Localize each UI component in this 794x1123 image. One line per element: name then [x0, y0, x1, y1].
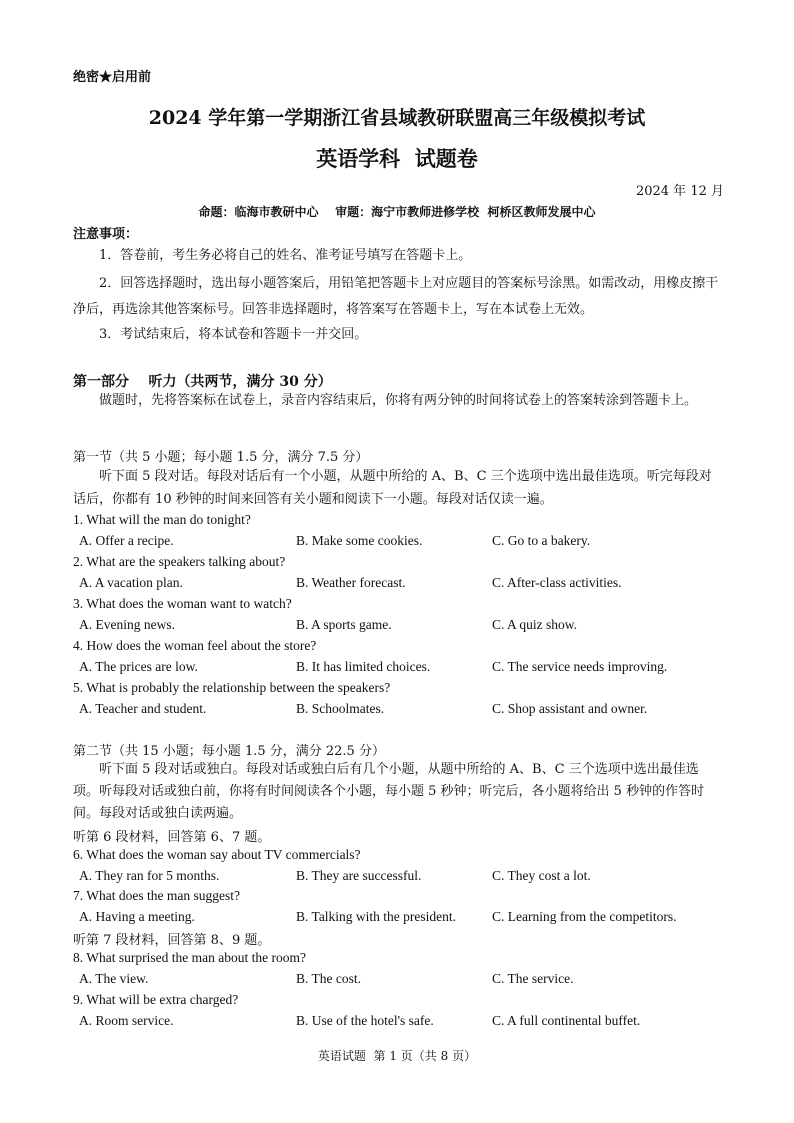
option-1a: A. Offer a recipe.	[79, 533, 174, 548]
option-5b: B. Schoolmates.	[296, 701, 385, 716]
option-6b: B. They are successful.	[296, 868, 422, 883]
question-7: 7. What does the man suggest?	[73, 888, 240, 903]
note-item-2: 2．回答选择题时，选出每小题答案后，用铅笔把答题卡上对应题目的答案标号涂黑。如需改动，用橡皮擦干净后，再选涂其他答案标号。回答非选择题时，将答案写在答题卡上，写在本试卷上无效。	[73, 276, 719, 317]
question-1: 1. What will the man do tonight?	[73, 512, 251, 527]
option-9b: B. Use of the hotel's safe.	[296, 1013, 434, 1028]
option-2b: B. Weather forecast.	[296, 575, 406, 590]
option-9a: A. Room service.	[79, 1013, 174, 1028]
part1-heading: 第一部分 听力（共两节，满分 30 分）	[73, 374, 332, 390]
question-3: 3. What does the woman want to watch?	[73, 596, 292, 611]
question-9: 9. What will be extra charged?	[73, 992, 239, 1007]
material-7-note: 听第 7 段材料，回答第 8、9 题。	[73, 933, 271, 948]
option-2c: C. After-class activities.	[492, 575, 622, 590]
option-4b: B. It has limited choices.	[296, 659, 431, 674]
option-7c: C. Learning from the competitors.	[492, 909, 677, 924]
option-1b: B. Make some cookies.	[296, 533, 423, 548]
option-4a: A. The prices are low.	[79, 659, 198, 674]
page-footer: 英语试题 第 1 页（共 8 页）	[317, 1049, 477, 1063]
option-8a: A. The view.	[79, 971, 149, 986]
section2-intro: 听下面 5 段对话或独白。每段对话或独白后有几个小题，从题中所给的 A、B、C 三个选项中选出最佳选项。听每段对话或独白前，你将有时间阅读各个小题，每小题 5 秒钟；听完后，各小题将给出 5 秒钟的作答时间。每段对话或独白读两遍。	[73, 762, 705, 821]
question-5: 5. What is probably the relationship between the speakers?	[73, 680, 391, 695]
notes-heading: 注意事项：	[73, 227, 139, 242]
option-2a: A. A vacation plan.	[79, 575, 183, 590]
question-8: 8. What surprised the man about the room?	[73, 950, 306, 965]
option-5a: A. Teacher and student.	[79, 701, 207, 716]
question-4: 4. How does the woman feel about the store?	[73, 638, 317, 653]
exam-date: 2024 年 12 月	[635, 184, 724, 199]
confidential-mark: 绝密★启用前	[73, 70, 152, 85]
option-3c: C. A quiz show.	[492, 617, 578, 632]
option-8c: C. The service.	[492, 971, 574, 986]
section1-heading: 第一节（共 5 小题；每小题 1.5 分，满分 7.5 分）	[73, 450, 369, 465]
option-9c: C. A full continental buffet.	[492, 1013, 641, 1028]
option-3a: A. Evening news.	[79, 617, 175, 632]
option-8b: B. The cost.	[296, 971, 361, 986]
option-7a: A. Having a meeting.	[79, 909, 195, 924]
note-item-1: 1．答卷前，考生务必将自己的姓名、准考证号填写在答题卡上。	[99, 248, 472, 263]
option-4c: C. The service needs improving.	[492, 659, 668, 674]
option-3b: B. A sports game.	[296, 617, 392, 632]
option-6a: A. They ran for 5 months.	[79, 868, 220, 883]
material-6-note: 听第 6 段材料，回答第 6、7 题。	[73, 830, 271, 845]
question-6: 6. What does the woman say about TV commercials?	[73, 847, 361, 862]
section1-intro: 听下面 5 段对话。每段对话后有一个小题，从题中所给的 A、B、C 三个选项中选出最佳选项。听完每段对话后，你都有 10 秒钟的时间来回答有关小题和阅读下一小题。每段对话仅读一遍。	[73, 469, 712, 507]
note-item-3: 3．考试结束后，将本试卷和答题卡一并交回。	[99, 327, 368, 342]
option-5c: C. Shop assistant and owner.	[492, 701, 648, 716]
exam-title: 2024 学年第一学期浙江省县域教研联盟高三年级模拟考试	[148, 107, 646, 129]
part1-intro: 做题时，先将答案标在试卷上，录音内容结束后，你将有两分钟的时间将试卷上的答案转涂到答题卡上。	[99, 393, 698, 408]
section2-heading: 第二节（共 15 小题；每小题 1.5 分，满分 22.5 分）	[73, 744, 385, 759]
exam-authors: 命题：临海市教研中心 审题：海宁市教师进修学校 柯桥区教师发展中心	[198, 205, 596, 219]
option-1c: C. Go to a bakery.	[492, 533, 591, 548]
exam-subtitle: 英语学科 试题卷	[316, 146, 478, 171]
option-6c: C. They cost a lot.	[492, 868, 591, 883]
question-2: 2. What are the speakers talking about?	[73, 554, 286, 569]
option-7b: B. Talking with the president.	[296, 909, 457, 924]
